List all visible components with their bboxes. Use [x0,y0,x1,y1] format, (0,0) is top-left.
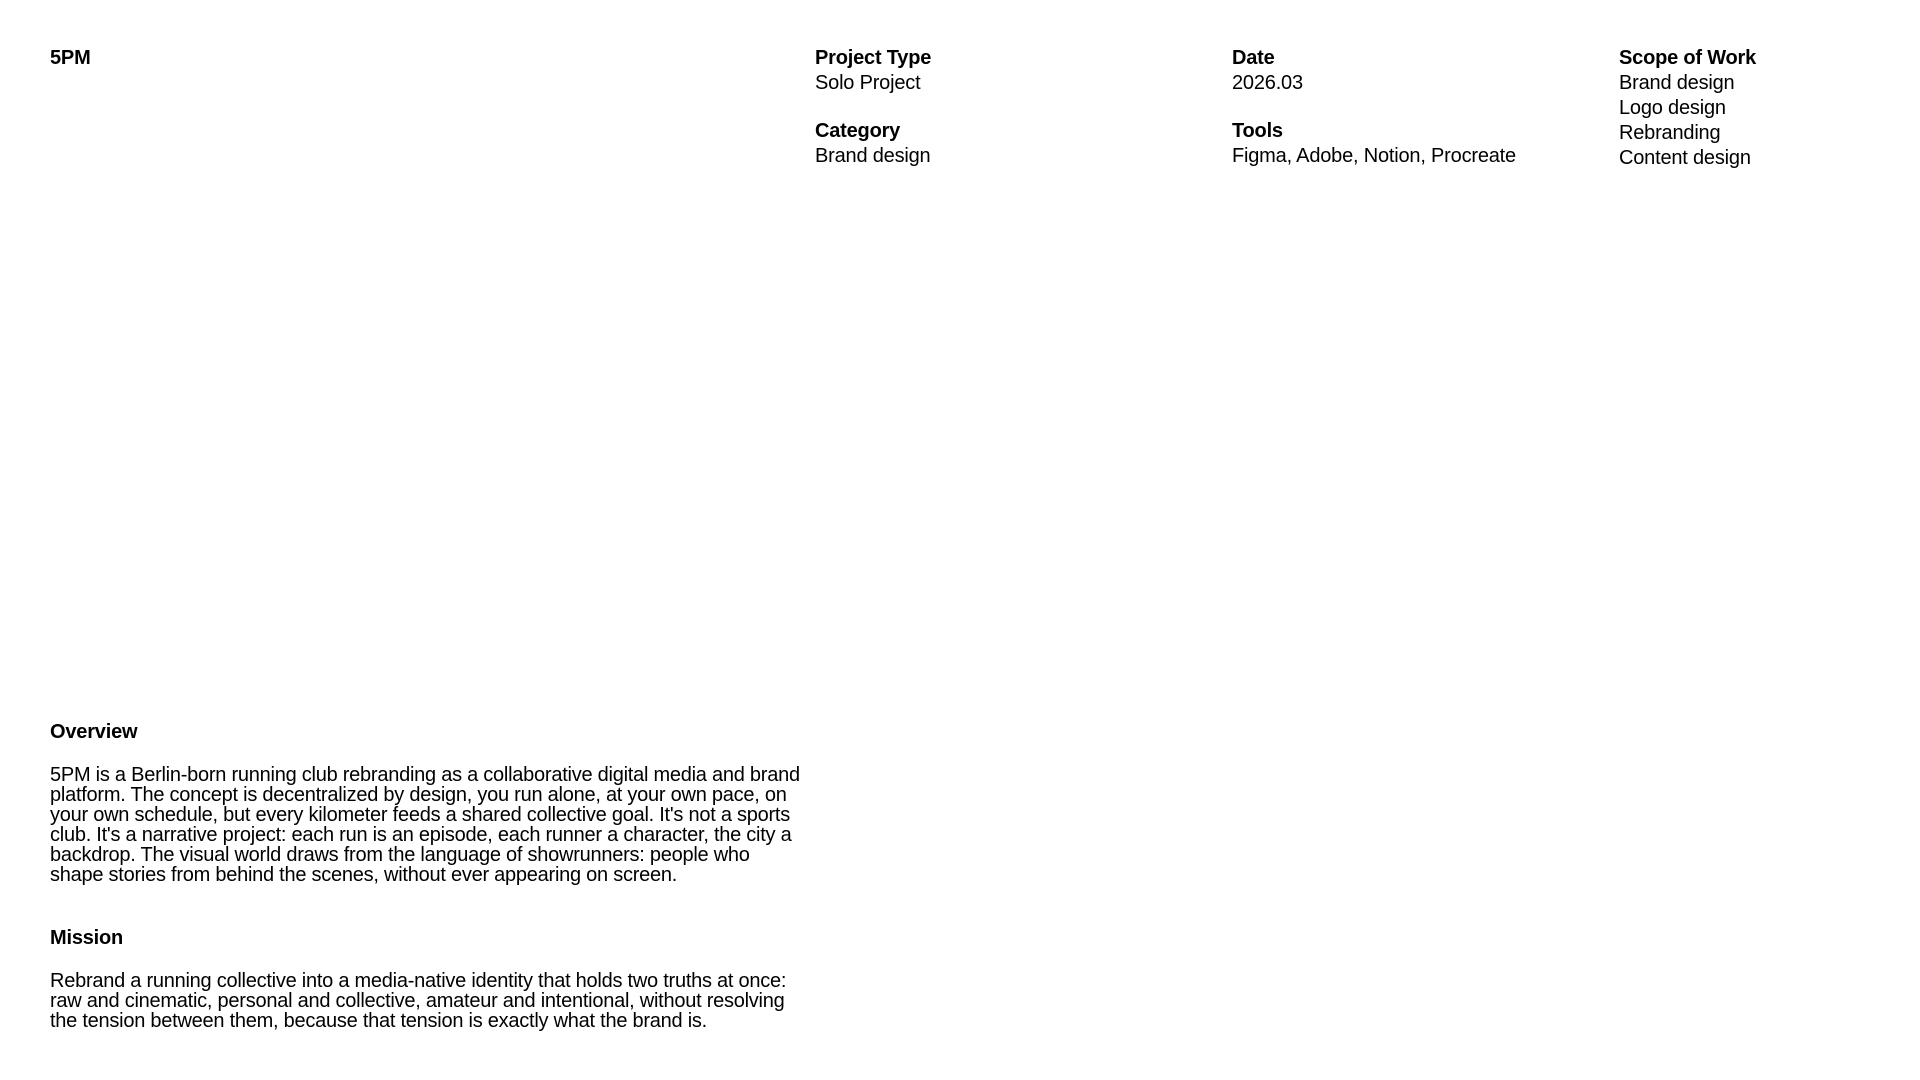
category-value: Brand design [815,145,931,167]
project-type-label: Project Type [815,47,932,69]
date-group [1232,46,1592,96]
category-group [815,119,1195,169]
tools-group [1232,119,1592,169]
meta-column-scope [1619,46,1899,171]
scope-item: Rebranding [1619,122,1721,144]
date-value: 2026.03 [1232,72,1303,94]
scope-item: Content design [1619,147,1751,169]
scope-item: Brand design [1619,72,1735,94]
tools-label: Tools [1232,120,1283,142]
mission-section [50,926,800,1031]
category-label: Category [815,120,901,142]
date-label: Date [1232,47,1275,69]
overview-body: 5PM is a Berlin-born running club rebranding as a collaborative digital media and brand platform. The concept is decentralized by design, you run alone, at your own pace, on your own schedule, but every kilometer feeds a shared collective goal. It's not a sports club. It's a narrative project: each run is an episode, each runner a character, the city a backdrop. The visual world draws from the language of showrunners: people who shape stories from behind the scenes, without ever appearing on screen. [50,764,800,886]
mission-heading: Mission [50,927,124,949]
scope-group [1619,46,1899,171]
overview-section [50,720,800,885]
scope-label: Scope of Work [1619,47,1757,69]
scope-list [1619,71,1899,171]
meta-column-date [1232,46,1592,169]
tools-value: Figma, Adobe, Notion, Procreate [1232,145,1516,167]
mission-body: Rebrand a running collective into a media-native identity that holds two truths at once: raw and cinematic, personal and collective, amateur and intentional, without resolving the tension between them, because that tension is exactly what the brand is. [50,970,787,1032]
project-type-value: Solo Project [815,72,921,94]
meta-column-project [815,46,1195,169]
scope-item: Logo design [1619,97,1726,119]
project-type-group [815,46,1195,96]
overview-heading: Overview [50,721,138,743]
brand-title: 5PM [50,47,91,69]
